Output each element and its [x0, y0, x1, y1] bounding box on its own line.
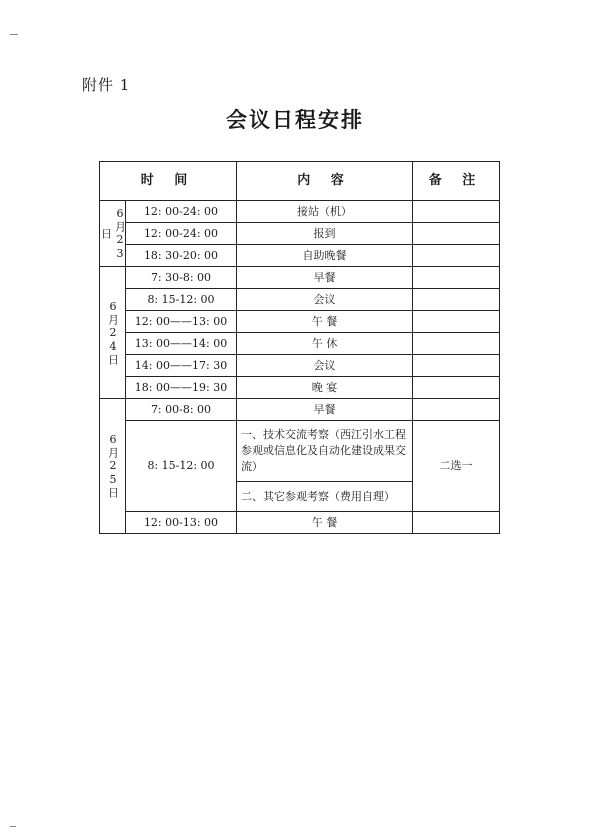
note-cell: [413, 223, 500, 245]
note-cell: [413, 512, 500, 534]
note-cell: [413, 333, 500, 355]
time-cell: 18: 30-20: 00: [126, 245, 237, 267]
table-row: [100, 245, 500, 267]
note-cell: [413, 377, 500, 399]
note-cell: [413, 245, 500, 267]
content-cell: 早餐: [237, 267, 413, 289]
content-cell: 一、技术交流考察（西江引水工程参观或信息化及自动化建设成果交流）: [237, 421, 413, 482]
time-cell: 18: 00——19: 30: [126, 377, 237, 399]
time-cell: 13: 00——14: 00: [126, 333, 237, 355]
table-row: [100, 355, 500, 377]
note-cell: [413, 355, 500, 377]
time-cell: 12: 00-24: 00: [126, 201, 237, 223]
time-cell: 12: 00-13: 00: [126, 512, 237, 534]
table-row: [100, 377, 500, 399]
table-row: [100, 421, 500, 482]
content-cell: 二、其它参观考察（费用自理）: [237, 482, 413, 512]
table-row: [100, 311, 500, 333]
table-row: [100, 289, 500, 311]
content-cell: 早餐: [237, 399, 413, 421]
table-header-row: [100, 162, 500, 201]
table-row: [100, 223, 500, 245]
page-title: 会议日程安排: [226, 107, 364, 132]
note-cell: [413, 267, 500, 289]
content-cell: 接站（机）: [237, 201, 413, 223]
note-cell: [413, 289, 500, 311]
content-cell: 晚 宴: [237, 377, 413, 399]
time-cell: 8: 15-12: 00: [126, 421, 237, 512]
header-content: 内 容: [237, 162, 413, 201]
content-cell: 午 餐: [237, 512, 413, 534]
time-cell: 12: 00——13: 00: [126, 311, 237, 333]
time-cell: 7: 00-8: 00: [126, 399, 237, 421]
header-note: 备 注: [413, 162, 500, 201]
time-cell: 7: 30-8: 00: [126, 267, 237, 289]
attachment-label: 附件 1: [82, 76, 131, 94]
note-cell: [413, 311, 500, 333]
content-cell: 报到: [237, 223, 413, 245]
content-cell: 午 餐: [237, 311, 413, 333]
time-cell: 12: 00-24: 00: [126, 223, 237, 245]
day-cell: 6月23日: [100, 201, 126, 267]
content-cell: 自助晚餐: [237, 245, 413, 267]
table-row: [100, 267, 500, 289]
time-cell: 8: 15-12: 00: [126, 289, 237, 311]
content-cell: 会议: [237, 355, 413, 377]
table-row: [100, 201, 500, 223]
content-cell: 午 休: [237, 333, 413, 355]
table-row: [100, 333, 500, 355]
scan-mark: [10, 34, 18, 35]
note-cell: 二选一: [413, 421, 500, 512]
day-cell: 6月25日: [100, 399, 126, 534]
time-cell: 14: 00——17: 30: [126, 355, 237, 377]
table-row: [100, 512, 500, 534]
schedule-table: [99, 161, 500, 534]
day-cell: 6月24日: [100, 267, 126, 399]
note-cell: [413, 201, 500, 223]
scan-mark: [10, 826, 16, 827]
content-cell: 会议: [237, 289, 413, 311]
note-cell: [413, 399, 500, 421]
table-row: [100, 399, 500, 421]
header-time: 时 间: [100, 162, 237, 201]
